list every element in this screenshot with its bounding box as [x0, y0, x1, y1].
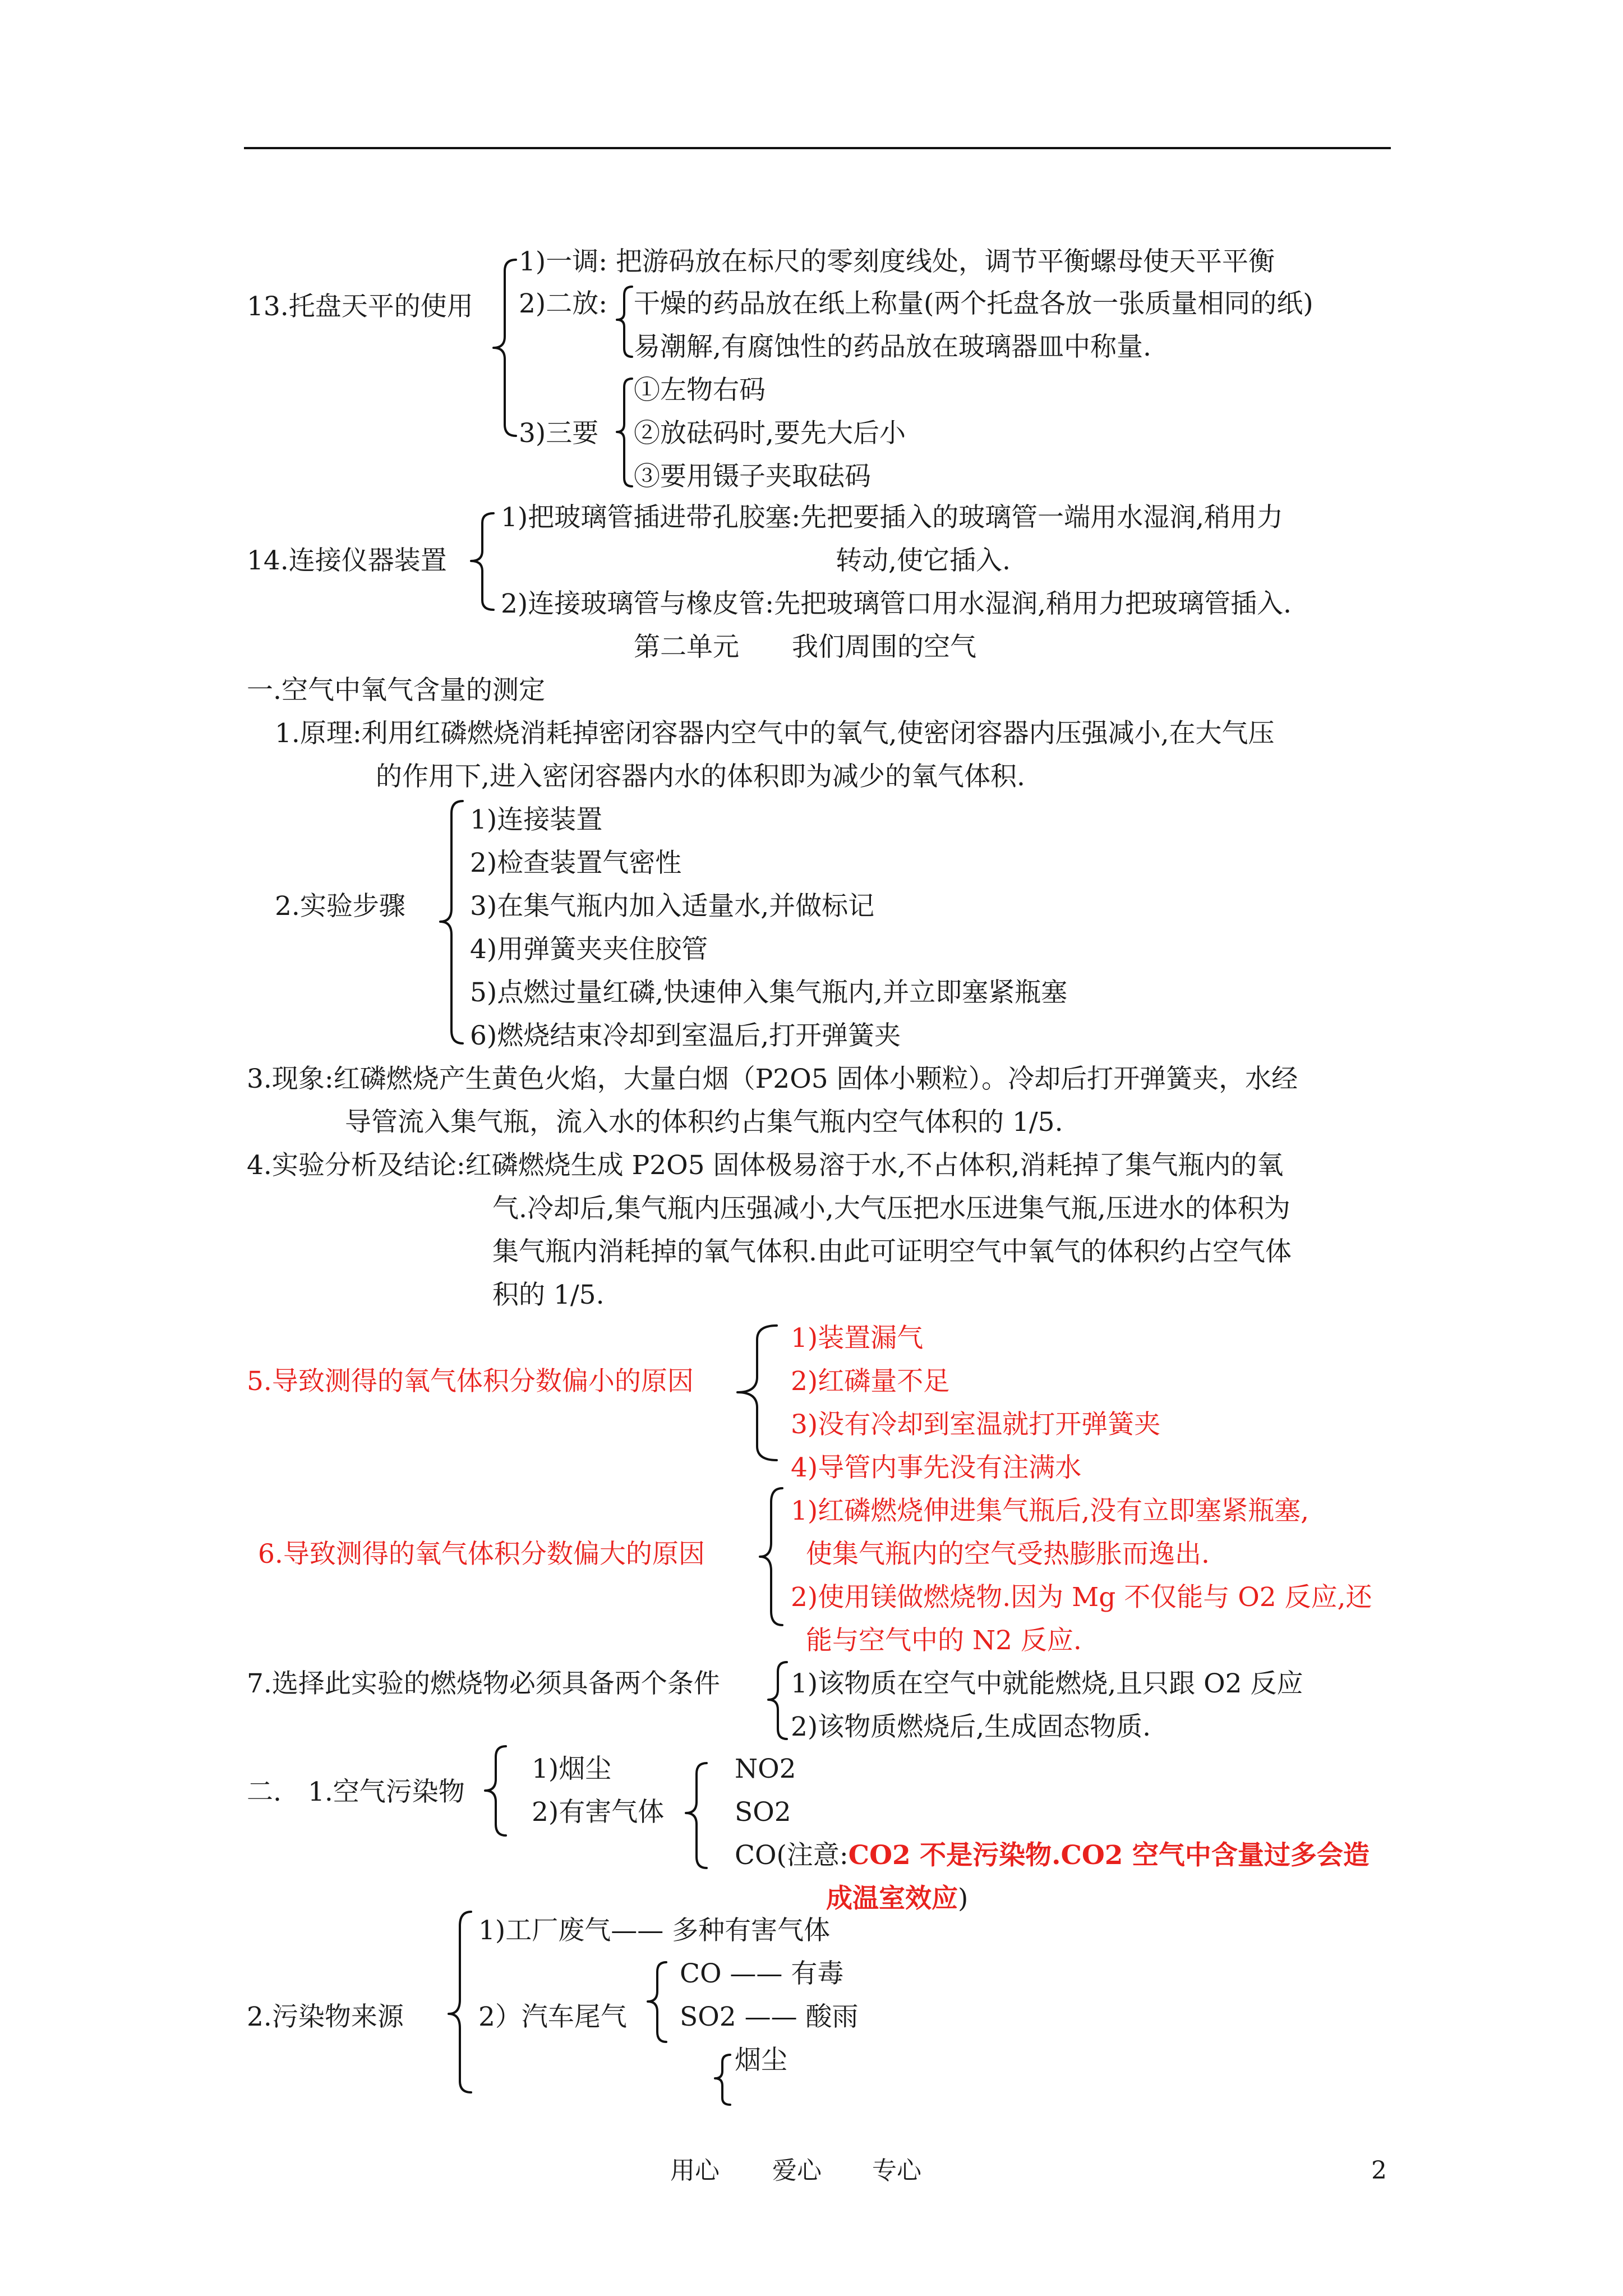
step-1: 1)连接装置: [470, 804, 603, 835]
car-dust: 烟尘: [735, 2045, 787, 2076]
low-cause-4: 4)导管内事先没有注满水: [791, 1452, 1082, 1483]
s14-title: 14.连接仪器装置: [247, 545, 447, 576]
phenomenon-line-1: 3.现象:红磷燃烧产生黄色火焰，大量白烟（P2O5 固体小颗粒）。冷却后打开弹簧夹，水经: [247, 1064, 1298, 1094]
s13-item-3-brace: [614, 377, 637, 489]
pollutant-brace: [482, 1745, 513, 1840]
analysis-line-4: 积的 1/5.: [492, 1280, 605, 1310]
phenomenon-line-2: 导管流入集气瓶，流入水的体积约占集气瓶内空气体积的 1/5.: [345, 1107, 1063, 1138]
step-3: 3)在集气瓶内加入适量水,并做标记: [470, 891, 875, 922]
s13-title: 13.托盘天平的使用: [247, 291, 473, 322]
high-cause-brace: [757, 1487, 791, 1632]
high-cause-label: 6.导致测得的氧气体积分数偏大的原因: [258, 1539, 705, 1570]
page-number: 2: [1371, 2156, 1387, 2185]
s13-item-1: 1)一调: 把游码放在标尺的零刻度线处，调节平衡螺母使天平平衡: [519, 246, 1275, 277]
condition-brace: [766, 1660, 794, 1745]
unit-title: 第二单元 我们周围的空气: [634, 632, 976, 662]
source-car: 2）汽车尾气: [478, 2001, 627, 2032]
s14-item-2: 2)连接玻璃管与橡皮管:先把玻璃管口用水湿润,稍用力把玻璃管插入.: [501, 588, 1292, 619]
condition-label: 7.选择此实验的燃烧物必须具备两个条件: [247, 1668, 720, 1699]
step-5: 5)点燃过量红磷,快速伸入集气瓶内,并立即塞紧瓶塞: [470, 977, 1068, 1008]
low-cause-label: 5.导致测得的氧气体积分数偏小的原因: [247, 1366, 694, 1397]
pollutant-dust: 1)烟尘: [532, 1754, 612, 1784]
s13-item-2a: 干燥的药品放在纸上称量(两个托盘各放一张质量相同的纸): [634, 288, 1313, 319]
low-cause-brace: [735, 1324, 785, 1470]
car-co: CO —— 有毒: [680, 1958, 844, 1989]
s13-item-2: 2)二放:: [519, 288, 608, 319]
gas-no2: NO2: [735, 1754, 796, 1784]
header-rule: [244, 147, 1391, 149]
s14-item-1: 1)把玻璃管插进带孔胶塞:先把要插入的玻璃管一端用水湿润,稍用力: [501, 502, 1284, 533]
gas-co: [735, 1839, 1370, 1872]
steps-brace: [437, 799, 471, 1046]
s14-item-1-cont: 转动,使它插入.: [836, 545, 1011, 576]
step-2: 2)检查装置气密性: [470, 848, 682, 878]
footer-motto-3: 专心: [872, 2156, 921, 2185]
car-brace: [645, 1961, 673, 2045]
pollutant-label: 二. 1.空气污染物: [247, 1777, 465, 1807]
s13-brace: [491, 258, 524, 438]
high-cause-2a: 2)使用镁做燃烧物.因为 Mg 不仅能与 O2 反应,还: [791, 1582, 1372, 1613]
low-cause-2: 2)红磷量不足: [791, 1366, 950, 1397]
s13-item-3: 3)三要: [519, 418, 599, 449]
pollutant-gas: 2)有害气体: [532, 1797, 665, 1828]
low-cause-1: 1)装置漏气: [791, 1323, 924, 1354]
s13-item-3a: ①左物右码: [634, 375, 766, 406]
source-factory: 1)工厂废气—— 多种有害气体: [478, 1915, 831, 1946]
co2-note-line-2: 成温室效应: [826, 1883, 958, 1914]
source-brace: [446, 1910, 479, 2095]
principle-line-1: 1.原理:利用红磷燃烧消耗掉密闭容器内空气中的氧气,使密闭容器内压强减小,在大气压: [275, 718, 1275, 749]
step-6: 6)燃烧结束冷却到室温后,打开弹簧夹: [470, 1020, 901, 1051]
condition-1: 1)该物质在空气中就能燃烧,且只跟 O2 反应: [791, 1668, 1303, 1699]
step-4: 4)用弹簧夹夹住胶管: [470, 934, 708, 965]
analysis-line-3: 集气瓶内消耗掉的氧气体积.由此可证明空气中氧气的体积约占空气体: [492, 1236, 1292, 1267]
condition-2: 2)该物质燃烧后,生成固态物质.: [791, 1711, 1151, 1742]
high-cause-1a: 1)红磷燃烧伸进集气瓶后,没有立即塞紧瓶塞,: [791, 1496, 1310, 1526]
co2-note-line-1: CO2 不是污染物.CO2 空气中含量过多会造: [848, 1840, 1370, 1871]
s13-item-2-brace: [614, 285, 637, 364]
analysis-line-2: 气.冷却后,集气瓶内压强减小,大气压把水压进集气瓶,压进水的体积为: [492, 1193, 1290, 1224]
footer-motto-2: 爱心: [772, 2156, 822, 2185]
s13-item-3c: ③要用镊子夹取砝码: [634, 461, 871, 492]
note-close-paren: ): [958, 1883, 969, 1914]
dust-brace: [712, 2053, 735, 2109]
high-cause-2b: 能与空气中的 N2 反应.: [806, 1625, 1082, 1656]
co2-note-line-2-row: [826, 1882, 968, 1916]
source-label: 2.污染物来源: [247, 2001, 404, 2032]
s13-item-3b: ②放砝码时,要先大后小: [634, 418, 906, 449]
gas-so2: SO2: [735, 1797, 791, 1828]
footer-motto-1: 用心: [670, 2156, 720, 2185]
low-cause-3: 3)没有冷却到室温就打开弹簧夹: [791, 1409, 1161, 1440]
gas-brace: [683, 1761, 714, 1874]
principle-line-2: 的作用下,进入密闭容器内水的体积即为减少的氧气体积.: [376, 761, 1025, 792]
high-cause-1b: 使集气瓶内的空气受热膨胀而逸出.: [806, 1539, 1210, 1570]
s13-item-2b: 易潮解,有腐蚀性的药品放在玻璃器皿中称量.: [634, 332, 1151, 362]
part1-heading: 一.空气中氧气含量的测定: [247, 675, 545, 706]
gas-co-text: CO(注意:: [735, 1840, 849, 1871]
car-so2: SO2 —— 酸雨: [680, 2001, 859, 2032]
steps-label: 2.实验步骤: [275, 891, 405, 922]
s14-brace: [468, 512, 502, 613]
analysis-line-1: 4.实验分析及结论:红磷燃烧生成 P2O5 固体极易溶于水,不占体积,消耗掉了集气瓶内的氧: [247, 1150, 1284, 1181]
